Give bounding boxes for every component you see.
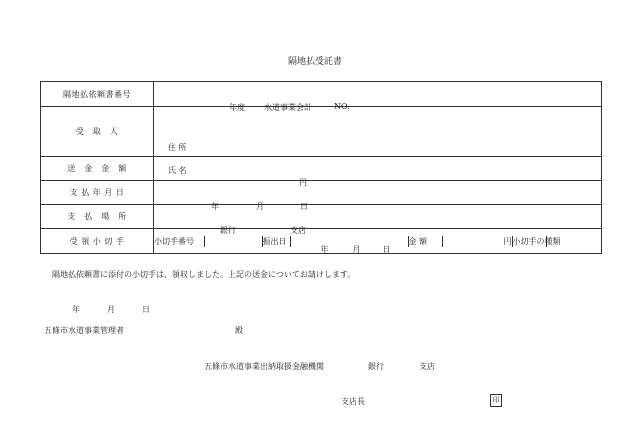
label-recipient: 受 取 人 (41, 107, 154, 157)
issue-date-field[interactable] (290, 236, 408, 254)
row-payment-place (41, 205, 602, 229)
institution-branch-unit: 支店 (419, 362, 435, 371)
date-month-unit: 月 (107, 305, 115, 314)
field-payment-place[interactable] (154, 205, 602, 235)
row-received-check (41, 229, 602, 254)
date-year-unit: 年 (72, 305, 80, 314)
check-number-label: 小切手番号 (154, 236, 194, 246)
field-payment-date[interactable] (154, 181, 602, 211)
label-remittance-amount: 送 金 金 額 (41, 157, 154, 181)
check-day-unit: 日 (382, 244, 391, 254)
year-unit: 年 (211, 201, 219, 211)
issue-date-label: 振出日 (262, 236, 290, 247)
row-recipient (41, 107, 602, 157)
check-number-field[interactable] (204, 236, 262, 247)
honorific: 殿 (235, 326, 243, 335)
check-subtable (154, 236, 602, 254)
yen-unit: 円 (299, 177, 307, 187)
institution-bank-unit: 銀行 (368, 362, 384, 371)
seal-mark: 印 (490, 394, 502, 407)
field-recipient[interactable] (154, 107, 602, 175)
label-request-number: 隔地払依頼書番号 (41, 82, 154, 107)
date-day-unit: 日 (142, 305, 150, 314)
account-label: 水道事業会計 (264, 103, 312, 112)
row-payment-date (41, 181, 602, 205)
row-request-number (41, 82, 602, 107)
month-unit: 月 (256, 201, 264, 211)
financial-institution: 五條市水道事業出納取扱金融機関 (204, 362, 324, 371)
amount-label: 金 額 (408, 236, 442, 247)
label-received-check: 受 領 小 切 手 (41, 229, 154, 254)
row-remittance-amount (41, 157, 602, 181)
branch-unit: 支店 (290, 225, 306, 235)
check-month-unit: 月 (352, 244, 361, 254)
receipt-statement: 隔地払依頼書に添付の小切手は、領収しました。上記の送金についてお請けします。 (52, 270, 356, 279)
name-label: 氏 名 (168, 165, 187, 175)
check-type-label: 小切手の種類 (512, 236, 561, 246)
amount-field[interactable]: 円 (442, 236, 512, 247)
field-request-number[interactable] (154, 82, 602, 112)
label-payment-date: 支 払 年 月 日 (41, 181, 154, 205)
number-label: NO. (334, 102, 350, 111)
day-unit: 日 (300, 201, 308, 211)
label-payment-place: 支 払 場 所 (41, 205, 154, 229)
bank-unit: 銀行 (220, 225, 236, 235)
field-remittance-amount[interactable] (154, 157, 602, 187)
branch-manager-label: 支店長 (341, 397, 365, 406)
address-label: 住 所 (168, 142, 187, 152)
receipt-form-table (40, 81, 602, 254)
fiscal-year-label: 年度 (229, 103, 245, 112)
form-title: 隔地払受託書 (287, 57, 342, 67)
check-year-unit: 年 (320, 244, 329, 254)
addressee: 五條市水道事業管理者 (44, 326, 124, 335)
